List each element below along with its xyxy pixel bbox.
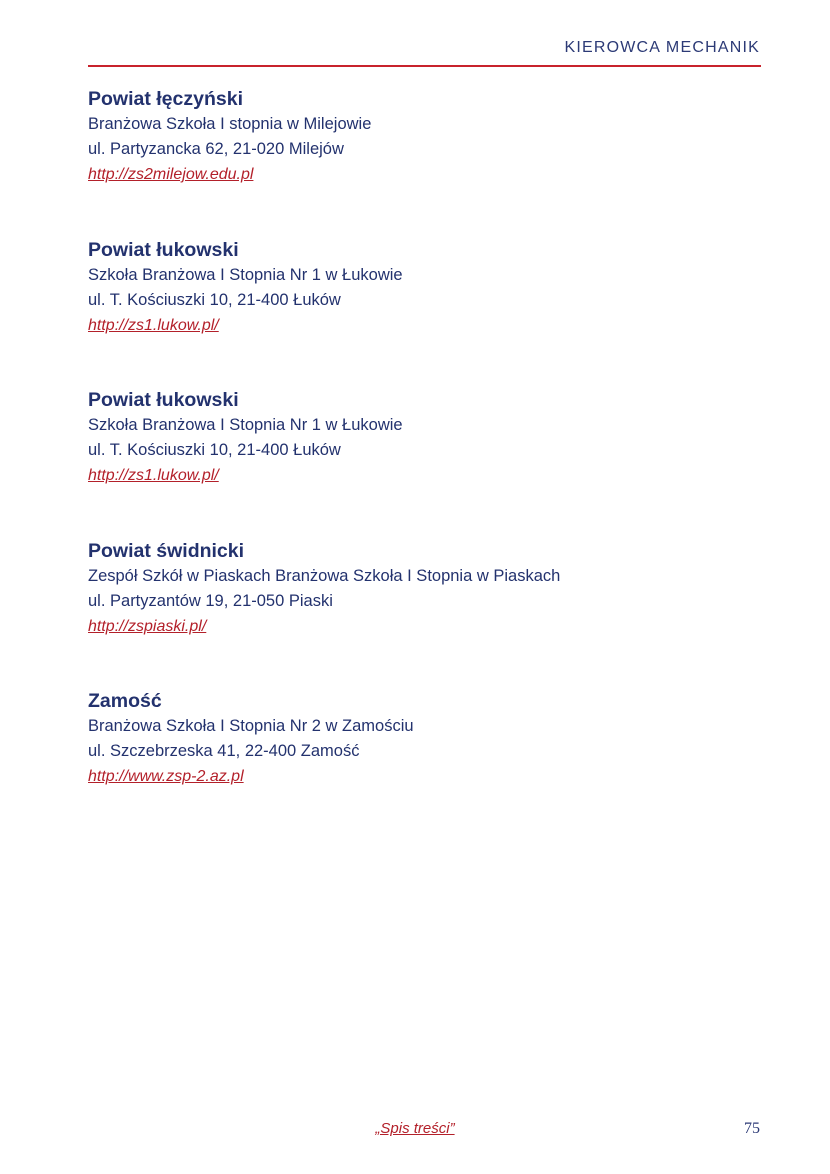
district-title: Zamość: [88, 690, 162, 712]
district-title: Powiat łęczyński: [88, 88, 243, 110]
school-website-link[interactable]: http://zspiaski.pl/: [88, 617, 207, 635]
school-entry: [88, 387, 768, 538]
school-name: Szkoła Branżowa I Stopnia Nr 1 w Łukowie: [88, 416, 403, 434]
school-website-link[interactable]: http://www.zsp-2.az.pl: [88, 768, 244, 785]
school-website-link[interactable]: http://zs1.lukow.pl/: [88, 467, 219, 484]
header-divider: [88, 65, 761, 67]
school-entry: [88, 538, 768, 689]
school-entry: [88, 688, 768, 839]
school-name: Branżowa Szkoła I Stopnia Nr 2 w Zamościu: [88, 717, 414, 735]
header-title: KIEROWCA MECHANIK: [564, 39, 760, 56]
school-website-link[interactable]: http://zs2milejow.edu.pl: [88, 166, 254, 183]
page-number: 75: [744, 1120, 760, 1137]
school-name: Zespół Szkół w Piaskach Branżowa Szkoła I Stopnia w Piaskach: [88, 566, 561, 585]
school-list: [88, 86, 768, 839]
district-title: Powiat łukowski: [88, 238, 239, 261]
school-entry: [88, 237, 768, 388]
school-address: ul. T. Kościuszki 10, 21-400 Łuków: [88, 290, 341, 309]
district-title: Powiat świdnicki: [88, 539, 245, 562]
school-name: Szkoła Branżowa I Stopnia Nr 1 w Łukowie: [88, 265, 403, 284]
school-address: ul. Partyzantów 19, 21-050 Piaski: [88, 591, 333, 610]
school-address: ul. T. Kościuszki 10, 21-400 Łuków: [88, 441, 341, 459]
school-website-link[interactable]: http://zs1.lukow.pl/: [88, 316, 219, 334]
district-title: Powiat łukowski: [88, 389, 239, 411]
school-address: ul. Szczebrzeska 41, 22-400 Zamość: [88, 742, 360, 760]
school-address: ul. Partyzancka 62, 21-020 Milejów: [88, 140, 344, 158]
table-of-contents-link[interactable]: „Spis treści”: [375, 1120, 455, 1137]
school-entry: [88, 86, 768, 237]
school-name: Branżowa Szkoła I stopnia w Milejowie: [88, 115, 372, 133]
